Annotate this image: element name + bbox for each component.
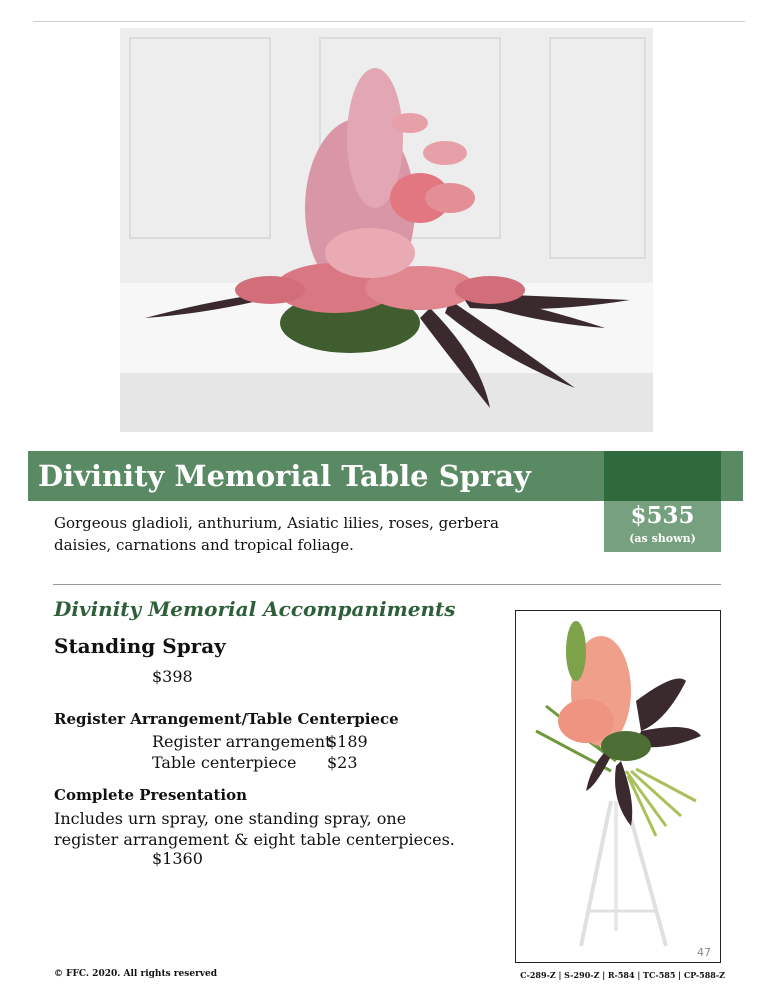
price-box-top (604, 451, 721, 501)
price-row-label: Register arrangement (152, 732, 332, 751)
top-divider (33, 21, 745, 22)
copyright-text: © FFC. 2020. All rights reserved (54, 969, 218, 979)
complete-presentation-description: Includes urn spray, one standing spray, one register arrangement & eight table centerpieces. (54, 809, 455, 849)
complete-presentation-price: $1360 (152, 849, 203, 868)
price-row-label: Table centerpiece (152, 753, 297, 772)
standing-spray-title: Standing Spray (54, 634, 226, 658)
price-row (152, 732, 368, 751)
price-note: (as shown) (629, 532, 696, 545)
table-spray-photo (120, 28, 653, 432)
accompaniments-heading: Divinity Memorial Accompaniments (54, 597, 456, 621)
page-number: 47 (697, 946, 711, 959)
standing-spray-photo (515, 610, 721, 963)
section-divider (53, 584, 721, 585)
product-price: $535 (630, 502, 695, 529)
price-row-value: $23 (327, 753, 358, 772)
register-title: Register Arrangement/Table Centerpiece (54, 710, 399, 728)
product-codes: C-289-Z | S-290-Z | R-584 | TC-585 | CP-588-Z (520, 970, 725, 980)
product-title: Divinity Memorial Table Spray (38, 459, 531, 493)
price-row-value: $189 (327, 732, 368, 751)
price-row (152, 753, 358, 772)
complete-presentation-title: Complete Presentation (54, 786, 248, 804)
standing-spray-price: $398 (152, 667, 193, 686)
product-description: Gorgeous gladioli, anthurium, Asiatic lilies, roses, gerbera daisies, carnations and tropical foliage. (54, 514, 499, 554)
